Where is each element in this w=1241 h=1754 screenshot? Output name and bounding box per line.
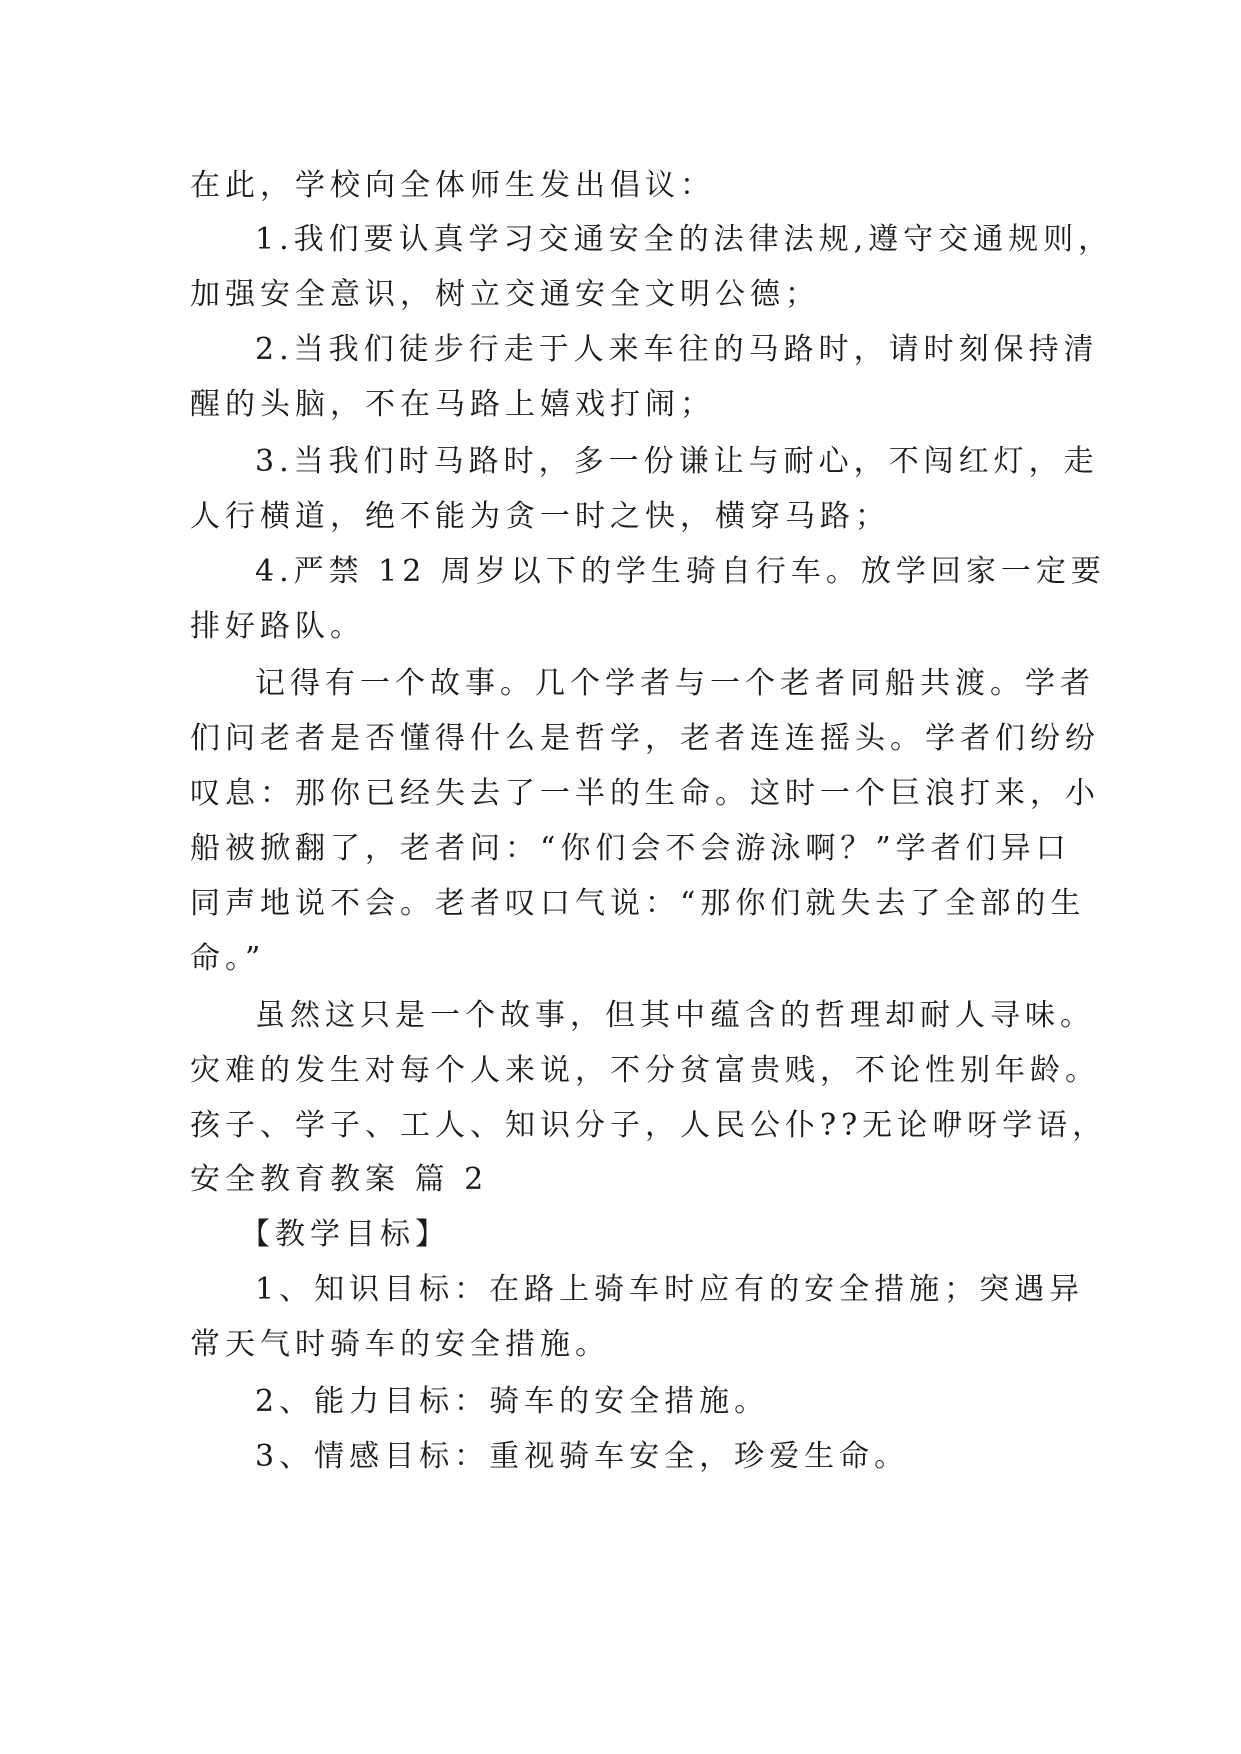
item-3-line-1: 3.当我们时马路时，多一份谦让与耐心，不闯红灯，走	[255, 444, 1099, 479]
reflection-line-3: 孩子、学子、工人、知识分子，人民公仆??无论咿呀学语，	[190, 1108, 1108, 1143]
story-line-5: 同声地说不会。老者叹口气说：“那你们就失去了全部的生	[190, 886, 1086, 921]
item-4-line-2: 排好路队。	[190, 609, 365, 644]
item-1-line-2: 加强安全意识，树立交通安全文明公德；	[190, 277, 820, 312]
teaching-goals-heading: 【教学目标】	[240, 1217, 450, 1252]
story-line-6: 命。”	[190, 941, 266, 976]
goal-1-line-2: 常天气时骑车的安全措施。	[190, 1327, 610, 1362]
goal-1-line-1: 1、知识目标：在路上骑车时应有的安全措施；突遇异	[255, 1272, 1085, 1307]
goal-2: 2、能力目标：骑车的安全措施。	[255, 1384, 770, 1419]
section-heading: 安全教育教案 篇 2	[190, 1162, 489, 1197]
story-line-4: 船被掀翻了，老者问：“你们会不会游泳啊？”学者们异口	[190, 831, 1071, 866]
story-line-1: 记得有一个故事。几个学者与一个老者同船共渡。学者	[255, 666, 1095, 701]
story-line-2: 们问老者是否懂得什么是哲学，老者连连摇头。学者们纷纷	[190, 721, 1100, 756]
item-1-line-1: 1.我们要认真学习交通安全的法律法规,遵守交通规则，	[255, 222, 1114, 257]
story-line-3: 叹息：那你已经失去了一半的生命。这时一个巨浪打来，小	[190, 776, 1100, 811]
goal-3: 3、情感目标：重视骑车安全，珍爱生命。	[255, 1439, 910, 1474]
item-2-line-2: 醒的头脑，不在马路上嬉戏打闹；	[190, 387, 715, 422]
reflection-line-1: 虽然这只是一个故事，但其中蕴含的哲理却耐人寻味。	[255, 998, 1095, 1033]
paragraph-intro: 在此，学校向全体师生发出倡议：	[190, 168, 715, 203]
item-4-line-1: 4.严禁 12 周岁以下的学生骑自行车。放学回家一定要	[255, 554, 1106, 589]
reflection-line-2: 灾难的发生对每个人来说，不分贫富贵贱，不论性别年龄。	[190, 1053, 1100, 1088]
item-2-line-1: 2.当我们徒步行走于人来车往的马路时，请时刻保持清	[255, 332, 1099, 367]
item-3-line-2: 人行横道，绝不能为贪一时之快，横穿马路；	[190, 499, 890, 534]
